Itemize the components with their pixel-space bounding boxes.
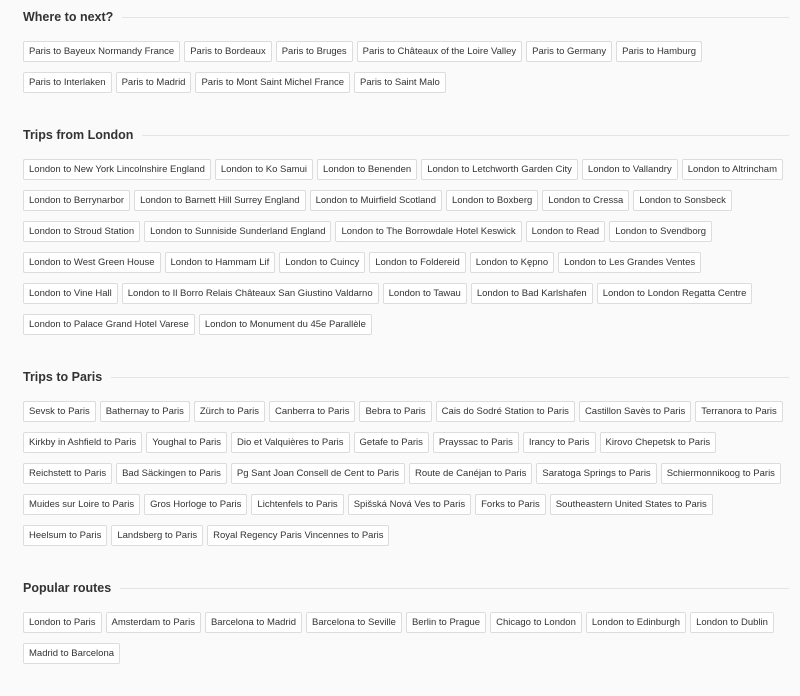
link-list: [23, 612, 793, 664]
section-divider: [111, 377, 789, 378]
section-title: Where to next?: [23, 10, 114, 24]
section-divider: [120, 588, 789, 589]
route-link[interactable]: Paris to Châteaux of the Loire Valley: [357, 41, 523, 62]
route-link[interactable]: Paris to Bayeux Normandy France: [23, 41, 180, 62]
link-list: [23, 401, 793, 546]
section-title: Popular routes: [23, 581, 112, 595]
route-link[interactable]: Getafe to Paris: [354, 432, 429, 453]
section-divider: [142, 135, 789, 136]
route-link[interactable]: Muides sur Loire to Paris: [23, 494, 140, 515]
route-link[interactable]: London to Berrynarbor: [23, 190, 130, 211]
route-link[interactable]: London to Cressa: [542, 190, 629, 211]
route-link[interactable]: Paris to Germany: [526, 41, 612, 62]
route-link[interactable]: Berlin to Prague: [406, 612, 486, 633]
route-link[interactable]: London to Monument du 45e Parallèle: [199, 314, 372, 335]
route-link[interactable]: London to West Green House: [23, 252, 161, 273]
route-link[interactable]: Kirkby in Ashfield to Paris: [23, 432, 142, 453]
route-link[interactable]: London to Svendborg: [609, 221, 712, 242]
route-link[interactable]: Zürch to Paris: [194, 401, 265, 422]
route-link[interactable]: Bathernay to Paris: [100, 401, 190, 422]
route-link[interactable]: Amsterdam to Paris: [106, 612, 201, 633]
section-popular-routes: [23, 580, 800, 664]
route-link[interactable]: Route de Canéjan to Paris: [409, 463, 532, 484]
route-link[interactable]: Saratoga Springs to Paris: [536, 463, 656, 484]
route-link[interactable]: Prayssac to Paris: [433, 432, 519, 453]
route-link[interactable]: London to Stroud Station: [23, 221, 140, 242]
route-link[interactable]: Paris to Madrid: [116, 72, 192, 93]
route-link[interactable]: Lichtenfels to Paris: [251, 494, 343, 515]
route-link[interactable]: Sevsk to Paris: [23, 401, 96, 422]
route-link[interactable]: London to Sonsbeck: [633, 190, 732, 211]
route-link[interactable]: Forks to Paris: [475, 494, 546, 515]
route-link[interactable]: London to Kępno: [470, 252, 554, 273]
section-title: Trips from London: [23, 128, 134, 142]
route-link[interactable]: Paris to Mont Saint Michel France: [195, 72, 350, 93]
route-link[interactable]: London to Foldereid: [369, 252, 466, 273]
route-link[interactable]: Southeastern United States to Paris: [550, 494, 713, 515]
route-link[interactable]: Royal Regency Paris Vincennes to Paris: [207, 525, 389, 546]
route-link[interactable]: Youghal to Paris: [146, 432, 227, 453]
route-link[interactable]: London to Les Grandes Ventes: [558, 252, 701, 273]
route-link[interactable]: London to Barnett Hill Surrey England: [134, 190, 306, 211]
route-link[interactable]: London to Benenden: [317, 159, 417, 180]
route-link[interactable]: London to Vine Hall: [23, 283, 118, 304]
route-link[interactable]: Paris to Saint Malo: [354, 72, 446, 93]
route-link[interactable]: Gros Horloge to Paris: [144, 494, 247, 515]
route-link[interactable]: Pg Sant Joan Consell de Cent to Paris: [231, 463, 405, 484]
route-link[interactable]: London to Dublin: [690, 612, 774, 633]
section-header: [23, 127, 800, 143]
link-list: [23, 159, 793, 335]
route-link[interactable]: London to Il Borro Relais Châteaux San Giustino Valdarno: [122, 283, 379, 304]
link-list: [23, 41, 793, 93]
route-link[interactable]: London to Vallandry: [582, 159, 678, 180]
route-link[interactable]: London to Edinburgh: [586, 612, 686, 633]
route-link[interactable]: Cais do Sodré Station to Paris: [436, 401, 575, 422]
section-trips-from-london: [23, 127, 800, 335]
route-link[interactable]: London to Bad Karlshafen: [471, 283, 593, 304]
route-link[interactable]: London to Altrincham: [682, 159, 783, 180]
route-link[interactable]: Paris to Hamburg: [616, 41, 702, 62]
route-link[interactable]: Kirovo Chepetsk to Paris: [600, 432, 717, 453]
route-link[interactable]: Bad Säckingen to Paris: [116, 463, 227, 484]
route-link[interactable]: Bebra to Paris: [359, 401, 431, 422]
route-link[interactable]: Barcelona to Madrid: [205, 612, 302, 633]
route-link[interactable]: London to London Regatta Centre: [597, 283, 753, 304]
route-link[interactable]: London to Hammam Lif: [165, 252, 276, 273]
route-link[interactable]: London to Boxberg: [446, 190, 538, 211]
section-title: Trips to Paris: [23, 370, 103, 384]
route-link[interactable]: Spišská Nová Ves to Paris: [348, 494, 471, 515]
section-divider: [122, 17, 789, 18]
route-link[interactable]: London to Ko Samui: [215, 159, 313, 180]
route-link[interactable]: Irancy to Paris: [523, 432, 596, 453]
route-link[interactable]: Paris to Bruges: [276, 41, 353, 62]
route-link[interactable]: London to Cuincy: [279, 252, 365, 273]
route-link[interactable]: Schiermonnikoog to Paris: [661, 463, 781, 484]
route-link[interactable]: London to Muirfield Scotland: [310, 190, 442, 211]
route-link[interactable]: Heelsum to Paris: [23, 525, 107, 546]
route-link[interactable]: Paris to Bordeaux: [184, 41, 272, 62]
section-where-to-next: [23, 9, 800, 93]
route-link[interactable]: Dio et Valquières to Paris: [231, 432, 350, 453]
route-link[interactable]: Castillon Savès to Paris: [579, 401, 691, 422]
route-link[interactable]: London to New York Lincolnshire England: [23, 159, 211, 180]
section-trips-to-paris: [23, 369, 800, 546]
route-link[interactable]: London to Letchworth Garden City: [421, 159, 578, 180]
route-link[interactable]: Paris to Interlaken: [23, 72, 112, 93]
route-link[interactable]: Landsberg to Paris: [111, 525, 203, 546]
route-link[interactable]: Reichstett to Paris: [23, 463, 112, 484]
route-link[interactable]: London to Sunniside Sunderland England: [144, 221, 331, 242]
route-link[interactable]: London to Read: [526, 221, 606, 242]
section-header: [23, 9, 800, 25]
route-link[interactable]: Madrid to Barcelona: [23, 643, 120, 664]
route-link[interactable]: Barcelona to Seville: [306, 612, 402, 633]
route-link[interactable]: Chicago to London: [490, 612, 582, 633]
route-link[interactable]: London to Paris: [23, 612, 102, 633]
route-link[interactable]: Terranora to Paris: [695, 401, 783, 422]
route-link[interactable]: Canberra to Paris: [269, 401, 355, 422]
route-link[interactable]: London to The Borrowdale Hotel Keswick: [335, 221, 521, 242]
section-header: [23, 580, 800, 596]
route-link[interactable]: London to Palace Grand Hotel Varese: [23, 314, 195, 335]
route-link[interactable]: London to Tawau: [383, 283, 467, 304]
section-header: [23, 369, 800, 385]
